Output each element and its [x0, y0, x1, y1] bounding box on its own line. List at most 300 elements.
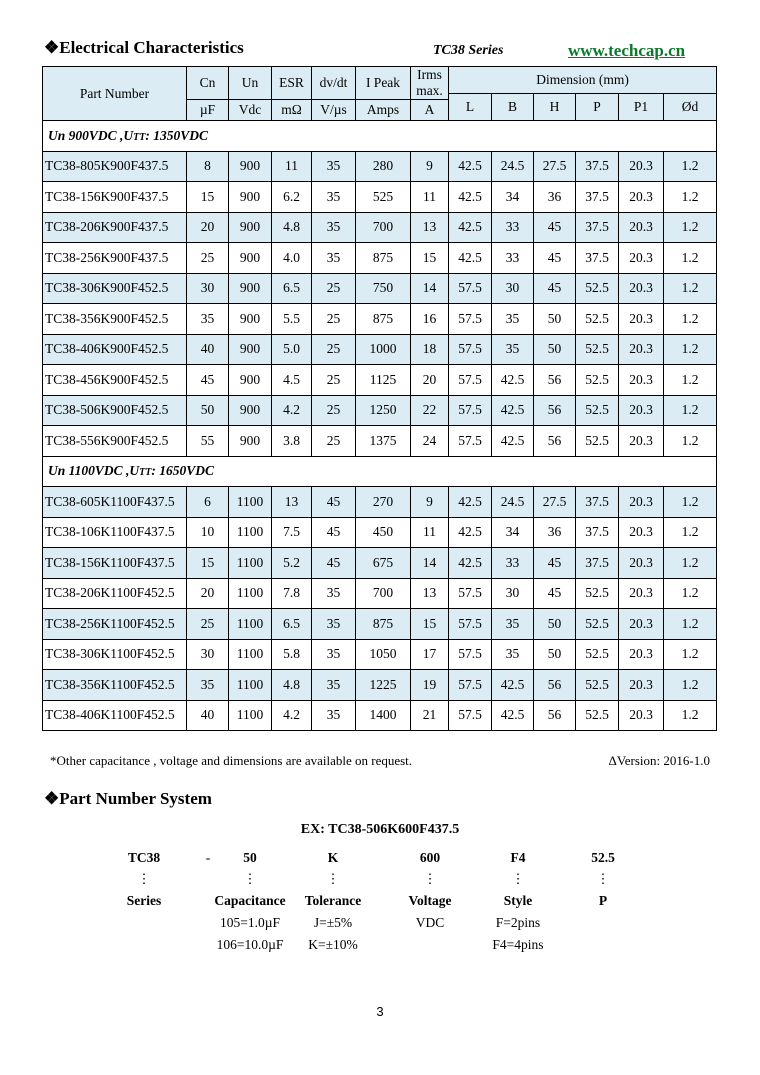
footnote: *Other capacitance , voltage and dimensions are available on request.	[50, 753, 413, 768]
cell-un: 1100	[229, 548, 272, 579]
cell-dim-od: 1.2	[664, 304, 717, 335]
cell-cn: 15	[187, 182, 229, 213]
cell-un: 900	[229, 304, 272, 335]
cell-un: 900	[229, 365, 272, 396]
cell-dim-p1: 20.3	[619, 273, 664, 304]
pn-label: Tolerance	[304, 893, 362, 908]
pn-segment-style	[486, 848, 550, 956]
cell-dvdt: 35	[312, 182, 356, 213]
cell-esr: 5.8	[272, 639, 312, 670]
table-row	[43, 578, 717, 609]
pn-segment-pitch	[580, 848, 626, 912]
cell-dvdt: 45	[312, 517, 356, 548]
pn-option: 106=10.0µF	[216, 937, 284, 952]
pn-label: Series	[126, 893, 162, 908]
cell-dim-p: 52.5	[576, 304, 619, 335]
pn-label: Voltage	[408, 893, 452, 908]
cell-cn: 40	[187, 334, 229, 365]
cell-dim-p1: 20.3	[619, 548, 664, 579]
cell-irms: 22	[411, 395, 449, 426]
cell-dim-p: 37.5	[576, 243, 619, 274]
cell-dim-l: 57.5	[449, 273, 492, 304]
cell-dim-b: 30	[492, 273, 534, 304]
pn-code: 50	[243, 850, 257, 865]
cell-dim-h: 50	[534, 609, 576, 640]
cell-cn: 50	[187, 395, 229, 426]
cell-part-number: TC38-605K1100F437.5	[43, 487, 187, 518]
cell-dim-p: 37.5	[576, 182, 619, 213]
unit-esr: mΩ	[272, 100, 312, 121]
table-body	[43, 121, 717, 731]
cell-dvdt: 25	[312, 365, 356, 396]
cell-ipeak: 700	[356, 578, 411, 609]
cell-dvdt: 25	[312, 334, 356, 365]
cell-esr: 4.8	[272, 670, 312, 701]
cell-dim-b: 24.5	[492, 487, 534, 518]
cell-dim-p1: 20.3	[619, 578, 664, 609]
cell-irms: 20	[411, 365, 449, 396]
col-header-ipeak: I Peak	[356, 67, 411, 100]
cell-part-number: TC38-556K900F452.5	[43, 426, 187, 457]
pn-label: Style	[503, 893, 533, 908]
table-row	[43, 182, 717, 213]
cell-ipeak: 1000	[356, 334, 411, 365]
dim-header-l: L	[449, 94, 492, 121]
unit-ipeak: Amps	[356, 100, 411, 121]
cell-irms: 21	[411, 700, 449, 731]
cell-dim-h: 36	[534, 517, 576, 548]
cell-dim-od: 1.2	[664, 517, 717, 548]
cell-dim-l: 42.5	[449, 212, 492, 243]
cell-cn: 10	[187, 517, 229, 548]
cell-esr: 6.5	[272, 609, 312, 640]
cell-dim-h: 45	[534, 273, 576, 304]
cell-esr: 5.5	[272, 304, 312, 335]
cell-dvdt: 35	[312, 212, 356, 243]
part-number-system-title: ❖Part Number System	[44, 789, 212, 808]
version-label: ΔVersion: 2016-1.0	[608, 753, 710, 768]
page-number: 3	[376, 1004, 384, 1019]
cell-ipeak: 525	[356, 182, 411, 213]
cell-dim-b: 42.5	[492, 670, 534, 701]
cell-dim-od: 1.2	[664, 212, 717, 243]
pn-segment-series	[124, 848, 164, 912]
cell-esr: 6.2	[272, 182, 312, 213]
cell-dim-p1: 20.3	[619, 670, 664, 701]
col-header-cn: Cn	[187, 67, 229, 100]
cell-dim-l: 57.5	[449, 670, 492, 701]
cell-ipeak: 450	[356, 517, 411, 548]
cell-part-number: TC38-156K1100F437.5	[43, 548, 187, 579]
cell-dim-b: 42.5	[492, 365, 534, 396]
cell-dim-p: 52.5	[576, 578, 619, 609]
cell-irms: 11	[411, 182, 449, 213]
pn-option: VDC	[415, 915, 445, 930]
cell-irms: 14	[411, 548, 449, 579]
cell-part-number: TC38-356K1100F452.5	[43, 670, 187, 701]
cell-un: 900	[229, 182, 272, 213]
cell-un: 1100	[229, 670, 272, 701]
cell-dim-l: 42.5	[449, 548, 492, 579]
table-row	[43, 700, 717, 731]
cell-dim-p1: 20.3	[619, 151, 664, 182]
cell-un: 900	[229, 395, 272, 426]
cell-dim-p1: 20.3	[619, 700, 664, 731]
cell-dim-l: 57.5	[449, 304, 492, 335]
cell-dim-b: 35	[492, 304, 534, 335]
cell-cn: 30	[187, 639, 229, 670]
cell-part-number: TC38-256K900F437.5	[43, 243, 187, 274]
cell-dim-p1: 20.3	[619, 334, 664, 365]
cell-part-number: TC38-206K1100F452.5	[43, 578, 187, 609]
table-row	[43, 151, 717, 182]
cell-dim-h: 45	[534, 548, 576, 579]
cell-irms: 13	[411, 212, 449, 243]
cell-dim-od: 1.2	[664, 395, 717, 426]
cell-esr: 5.2	[272, 548, 312, 579]
dimension-header: Dimension (mm)	[449, 67, 717, 94]
cell-part-number: TC38-156K900F437.5	[43, 182, 187, 213]
cell-esr: 6.5	[272, 273, 312, 304]
cell-dim-l: 57.5	[449, 334, 492, 365]
cell-irms: 9	[411, 487, 449, 518]
cell-dim-b: 33	[492, 548, 534, 579]
cell-irms: 24	[411, 426, 449, 457]
table-row	[43, 395, 717, 426]
cell-dim-od: 1.2	[664, 151, 717, 182]
col-header-esr: ESR	[272, 67, 312, 100]
cell-esr: 13	[272, 487, 312, 518]
cell-dvdt: 35	[312, 700, 356, 731]
pn-dots: ⋮	[423, 871, 437, 886]
cell-part-number: TC38-306K1100F452.5	[43, 639, 187, 670]
cell-cn: 35	[187, 304, 229, 335]
cell-dim-l: 57.5	[449, 609, 492, 640]
cell-dvdt: 35	[312, 609, 356, 640]
cell-dim-l: 57.5	[449, 426, 492, 457]
cell-esr: 3.8	[272, 426, 312, 457]
cell-dim-b: 35	[492, 609, 534, 640]
cell-part-number: TC38-456K900F452.5	[43, 365, 187, 396]
cell-dim-b: 42.5	[492, 700, 534, 731]
cell-dim-p1: 20.3	[619, 639, 664, 670]
cell-dim-p: 37.5	[576, 548, 619, 579]
pn-segment-tolerance	[298, 848, 368, 956]
cell-dim-h: 45	[534, 243, 576, 274]
cell-esr: 7.5	[272, 517, 312, 548]
cell-dim-od: 1.2	[664, 487, 717, 518]
cell-cn: 8	[187, 151, 229, 182]
cell-dim-p: 37.5	[576, 517, 619, 548]
cell-dim-b: 34	[492, 517, 534, 548]
cell-dvdt: 25	[312, 426, 356, 457]
cell-un: 900	[229, 151, 272, 182]
table-row	[43, 243, 717, 274]
cell-ipeak: 1400	[356, 700, 411, 731]
cell-irms: 9	[411, 151, 449, 182]
cell-cn: 25	[187, 243, 229, 274]
pn-code: 600	[419, 850, 441, 865]
cell-cn: 30	[187, 273, 229, 304]
cell-ipeak: 700	[356, 212, 411, 243]
cell-dim-l: 57.5	[449, 578, 492, 609]
cell-cn: 45	[187, 365, 229, 396]
cell-dim-b: 24.5	[492, 151, 534, 182]
cell-un: 900	[229, 273, 272, 304]
pn-code: K	[327, 850, 339, 865]
cell-ipeak: 750	[356, 273, 411, 304]
cell-dim-p: 52.5	[576, 670, 619, 701]
cell-dvdt: 45	[312, 548, 356, 579]
cell-dim-b: 42.5	[492, 426, 534, 457]
cell-part-number: TC38-306K900F452.5	[43, 273, 187, 304]
cell-part-number: TC38-256K1100F452.5	[43, 609, 187, 640]
cell-dvdt: 35	[312, 670, 356, 701]
cell-un: 1100	[229, 700, 272, 731]
cell-ipeak: 1050	[356, 639, 411, 670]
pn-segment-capacitance	[205, 848, 295, 956]
col-header-un: Un	[229, 67, 272, 100]
cell-un: 1100	[229, 639, 272, 670]
electrical-characteristics-table	[42, 66, 717, 731]
group-label: Un 900VDC ,UTT: 1350VDC	[43, 121, 717, 152]
cell-dim-p1: 20.3	[619, 395, 664, 426]
cell-part-number: TC38-805K900F437.5	[43, 151, 187, 182]
cell-esr: 4.2	[272, 395, 312, 426]
website-link[interactable]: www.techcap.cn	[568, 41, 686, 60]
pn-segment-voltage	[397, 848, 463, 934]
cell-cn: 40	[187, 700, 229, 731]
pn-dots: ⋮	[326, 871, 340, 886]
pn-option: J=±5%	[313, 915, 353, 930]
cell-esr: 11	[272, 151, 312, 182]
pn-label: Capacitance	[214, 893, 286, 908]
series-label: TC38 Series	[433, 43, 504, 58]
cell-dim-h: 50	[534, 639, 576, 670]
cell-dim-p: 52.5	[576, 334, 619, 365]
col-header-dvdt: dv/dt	[312, 67, 356, 100]
table-row	[43, 273, 717, 304]
pn-code: F4	[510, 850, 526, 865]
cell-dim-b: 30	[492, 578, 534, 609]
cell-dim-p: 52.5	[576, 273, 619, 304]
cell-ipeak: 1225	[356, 670, 411, 701]
cell-dvdt: 25	[312, 304, 356, 335]
cell-cn: 35	[187, 670, 229, 701]
cell-dim-h: 36	[534, 182, 576, 213]
table-row	[43, 304, 717, 335]
cell-ipeak: 270	[356, 487, 411, 518]
cell-dvdt: 35	[312, 639, 356, 670]
cell-dim-b: 35	[492, 334, 534, 365]
table-row	[43, 426, 717, 457]
cell-dim-h: 50	[534, 304, 576, 335]
part-number-header: Part Number	[43, 67, 187, 121]
cell-irms: 18	[411, 334, 449, 365]
cell-dim-p: 52.5	[576, 395, 619, 426]
cell-part-number: TC38-506K900F452.5	[43, 395, 187, 426]
cell-part-number: TC38-356K900F452.5	[43, 304, 187, 335]
table-row	[43, 670, 717, 701]
cell-dvdt: 25	[312, 273, 356, 304]
cell-dim-h: 50	[534, 334, 576, 365]
cell-cn: 15	[187, 548, 229, 579]
cell-dim-p: 52.5	[576, 426, 619, 457]
pn-code: 52.5	[591, 850, 615, 865]
cell-dim-od: 1.2	[664, 700, 717, 731]
group-header-row	[43, 456, 717, 487]
table-header	[43, 67, 717, 121]
cell-dim-p1: 20.3	[619, 609, 664, 640]
pn-dots: ⋮	[243, 871, 257, 886]
cell-esr: 5.0	[272, 334, 312, 365]
cell-dim-p1: 20.3	[619, 212, 664, 243]
cell-dim-b: 34	[492, 182, 534, 213]
cell-dim-h: 56	[534, 395, 576, 426]
cell-dim-p1: 20.3	[619, 517, 664, 548]
cell-esr: 4.8	[272, 212, 312, 243]
table-row	[43, 487, 717, 518]
cell-cn: 6	[187, 487, 229, 518]
cell-dim-p1: 20.3	[619, 243, 664, 274]
cell-dim-od: 1.2	[664, 182, 717, 213]
cell-dim-h: 56	[534, 670, 576, 701]
cell-dim-od: 1.2	[664, 639, 717, 670]
cell-dim-p: 52.5	[576, 700, 619, 731]
cell-un: 1100	[229, 517, 272, 548]
cell-esr: 4.5	[272, 365, 312, 396]
col-header-irms: Irms max.	[411, 67, 449, 100]
cell-irms: 14	[411, 273, 449, 304]
cell-dim-p1: 20.3	[619, 365, 664, 396]
cell-cn: 25	[187, 609, 229, 640]
cell-dvdt: 25	[312, 395, 356, 426]
cell-dim-b: 42.5	[492, 395, 534, 426]
cell-cn: 20	[187, 578, 229, 609]
cell-dim-od: 1.2	[664, 334, 717, 365]
cell-dim-p1: 20.3	[619, 304, 664, 335]
cell-dvdt: 35	[312, 578, 356, 609]
unit-cn: µF	[187, 100, 229, 121]
cell-ipeak: 875	[356, 609, 411, 640]
pn-dots: ⋮	[511, 871, 525, 886]
pn-option: F=2pins	[495, 915, 541, 930]
part-number-example: EX: TC38-506K600F437.5	[300, 822, 460, 837]
cell-un: 900	[229, 426, 272, 457]
cell-dim-od: 1.2	[664, 670, 717, 701]
cell-dim-p: 37.5	[576, 487, 619, 518]
cell-dim-p: 37.5	[576, 151, 619, 182]
pn-separator-text: -	[205, 850, 211, 865]
cell-dim-b: 33	[492, 243, 534, 274]
cell-irms: 15	[411, 609, 449, 640]
cell-ipeak: 280	[356, 151, 411, 182]
cell-ipeak: 875	[356, 304, 411, 335]
cell-dvdt: 45	[312, 487, 356, 518]
cell-dim-l: 57.5	[449, 365, 492, 396]
cell-esr: 7.8	[272, 578, 312, 609]
table-row	[43, 212, 717, 243]
cell-part-number: TC38-206K900F437.5	[43, 212, 187, 243]
cell-dim-p1: 20.3	[619, 426, 664, 457]
table-row	[43, 365, 717, 396]
cell-dim-p1: 20.3	[619, 182, 664, 213]
cell-dim-h: 45	[534, 212, 576, 243]
cell-un: 900	[229, 212, 272, 243]
cell-dim-l: 42.5	[449, 151, 492, 182]
pn-code: TC38	[127, 850, 161, 865]
dim-header-p: P	[576, 94, 619, 121]
cell-un: 1100	[229, 487, 272, 518]
cell-dim-p: 37.5	[576, 212, 619, 243]
page-header	[44, 38, 716, 62]
cell-esr: 4.0	[272, 243, 312, 274]
unit-un: Vdc	[229, 100, 272, 121]
cell-dim-od: 1.2	[664, 273, 717, 304]
dim-header-b: B	[492, 94, 534, 121]
cell-cn: 55	[187, 426, 229, 457]
cell-part-number: TC38-106K1100F437.5	[43, 517, 187, 548]
cell-dim-l: 42.5	[449, 243, 492, 274]
cell-dim-l: 57.5	[449, 395, 492, 426]
cell-dim-od: 1.2	[664, 243, 717, 274]
cell-ipeak: 1375	[356, 426, 411, 457]
pn-option: F4=4pins	[492, 937, 544, 952]
cell-dim-p1: 20.3	[619, 487, 664, 518]
cell-ipeak: 1125	[356, 365, 411, 396]
unit-irms: A	[411, 100, 449, 121]
cell-dim-od: 1.2	[664, 578, 717, 609]
group-label: Un 1100VDC ,UTT: 1650VDC	[43, 456, 717, 487]
cell-un: 1100	[229, 609, 272, 640]
cell-dim-l: 42.5	[449, 182, 492, 213]
cell-un: 900	[229, 243, 272, 274]
cell-irms: 16	[411, 304, 449, 335]
pn-label: P	[598, 893, 608, 908]
cell-dim-h: 27.5	[534, 487, 576, 518]
cell-dim-l: 57.5	[449, 700, 492, 731]
cell-irms: 11	[411, 517, 449, 548]
table-row	[43, 639, 717, 670]
cell-dvdt: 35	[312, 151, 356, 182]
cell-dim-b: 33	[492, 212, 534, 243]
pn-option: 105=1.0µF	[219, 915, 281, 930]
cell-dim-od: 1.2	[664, 426, 717, 457]
cell-dim-b: 35	[492, 639, 534, 670]
table-row	[43, 334, 717, 365]
cell-dim-p: 52.5	[576, 639, 619, 670]
cell-dim-od: 1.2	[664, 609, 717, 640]
cell-dim-h: 56	[534, 365, 576, 396]
cell-dim-h: 56	[534, 426, 576, 457]
pn-dots: ⋮	[137, 871, 151, 886]
table-row	[43, 548, 717, 579]
section-title: ❖Electrical Characteristics	[44, 38, 244, 57]
cell-dim-h: 56	[534, 700, 576, 731]
cell-irms: 15	[411, 243, 449, 274]
cell-part-number: TC38-406K900F452.5	[43, 334, 187, 365]
dim-header-od: Ød	[664, 94, 717, 121]
cell-part-number: TC38-406K1100F452.5	[43, 700, 187, 731]
cell-dim-h: 27.5	[534, 151, 576, 182]
table-row	[43, 517, 717, 548]
cell-ipeak: 675	[356, 548, 411, 579]
dim-header-h: H	[534, 94, 576, 121]
pn-dots: ⋮	[596, 871, 610, 886]
cell-dim-l: 42.5	[449, 517, 492, 548]
cell-esr: 4.2	[272, 700, 312, 731]
cell-dvdt: 35	[312, 243, 356, 274]
